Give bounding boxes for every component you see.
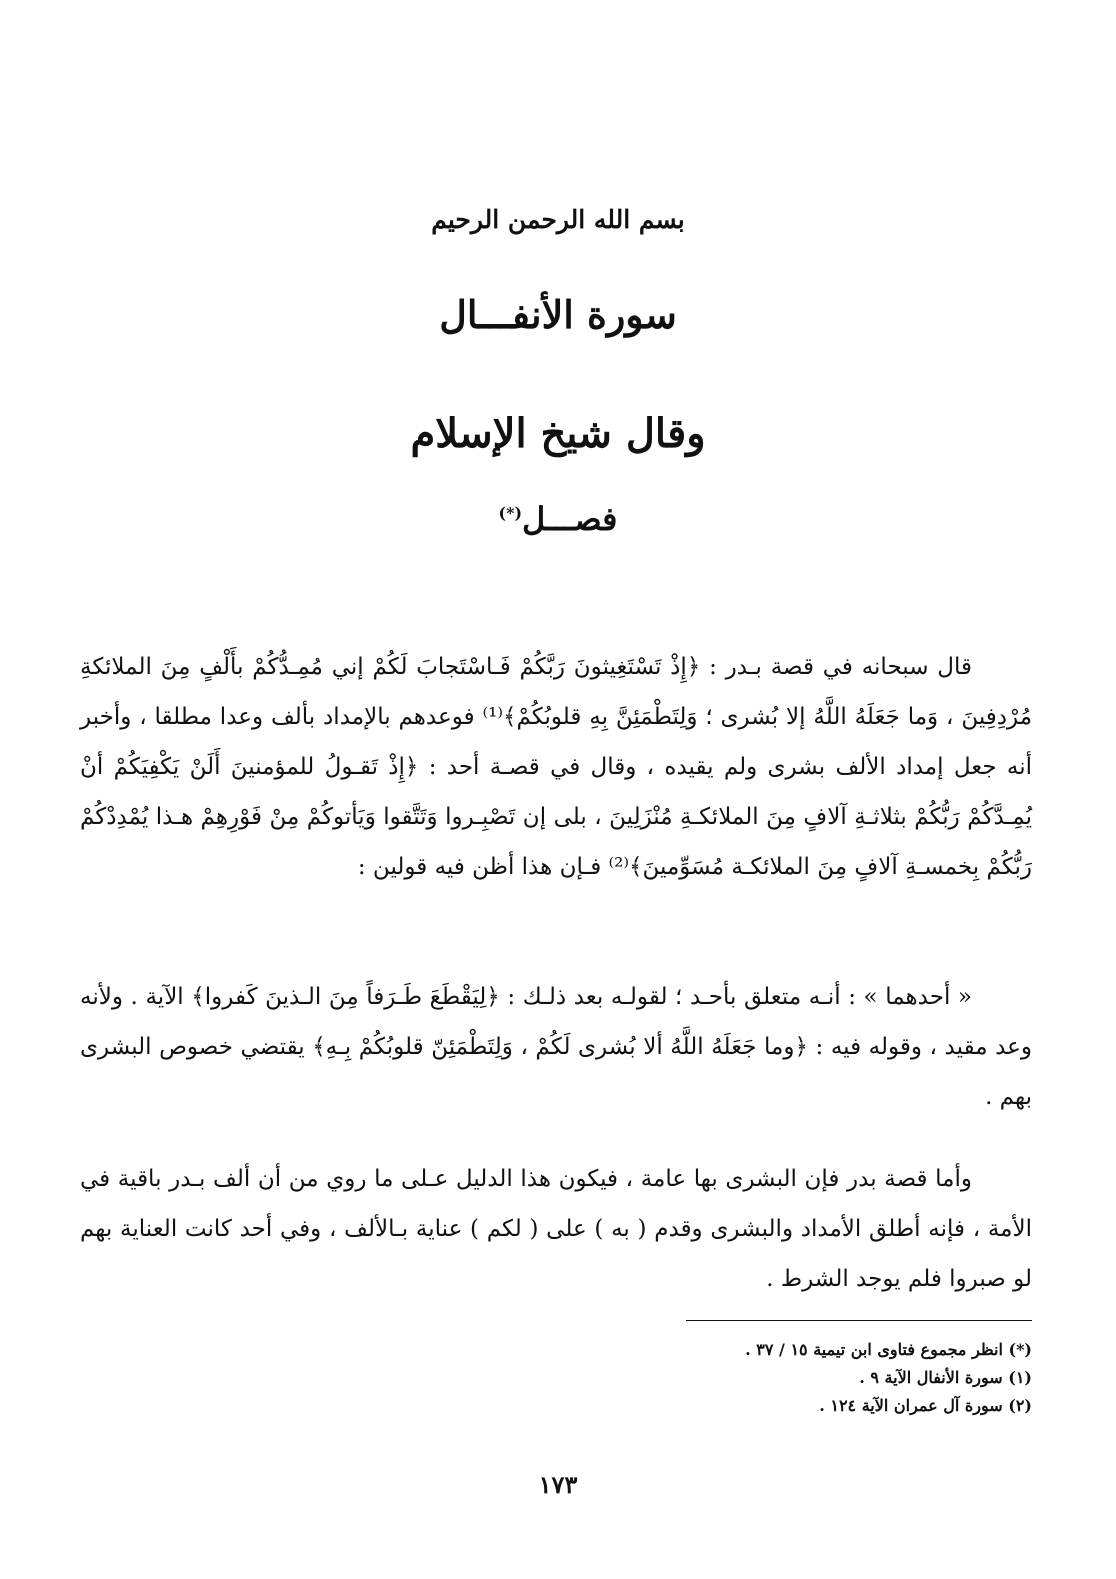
footnote-item: (*) انظر مجموع فتاوى ابن تيمية ١٥ / ٣٧ . xyxy=(745,1340,1032,1359)
section-heading-text: فصـــل xyxy=(522,500,618,538)
surah-title: سورة الأنفـــال xyxy=(439,292,677,337)
footnotes xyxy=(80,1336,1032,1420)
page-number: ١٧٣ xyxy=(538,1470,578,1499)
footnote-item: (٢) سورة آل عمران الآية ١٢٤ . xyxy=(819,1396,1032,1415)
footnote-divider xyxy=(686,1320,1032,1321)
paragraph-text: وأما قصة بدر فإن البشرى بها عامة ، فيكون هذا الدليل عـلى ما روي من أن ألف بـدر باقية في الأمة ، فإنه أطلق الأمداد والبشرى وقدم ( به ) على ( لكم ) عناية بـالألف ، وفي أحد كانت العناية بهم لو صبروا فلم يوجد الشرط . xyxy=(80,1166,1032,1292)
section-note-mark: (*) xyxy=(498,503,523,523)
paragraph-text: قال سبحانه في قصة بـدر : ﴿إِذْ تَسْتَغِيثونَ رَبَّكُمْ فَـاسْتَجابَ لَكُمْ إني مُمِـدُّكُمْ بأَلْفٍ مِنَ الملائكةِ مُرْدِفِينَ ، وَما جَعَلَهُ اللَّهُ إلا بُشرى ؛ وَلِتَطْمَئِنَّ بِهِ قلوبُكُمْ﴾⁽¹⁾ فوعدهم بالإمداد بألف وعدا مطلقا ، وأخبر أنه جعل إمداد الألف بشرى ولم يقيده ، وقال في قصـة أحد : ﴿إِذْ تَقـولُ للمؤمنينَ أَلَنْ يَكْفِيَكُمْ أنْ يُمِـدَّكُمْ رَبُّكُمْ بثلاثـةِ آلافٍ مِنَ الملائكـةِ مُنْزَلِينَ ، بلى إن تَصْبِـروا وَتَتَّقوا وَيَأتوكُمْ مِنْ فَوْرِهِمْ هـذا يُمْدِدْكُمْ رَبُّكُمْ بِخمسـةِ آلافٍ مِنَ الملائكـة مُسَوِّمينَ﴾⁽²⁾ فـإن هذا أظن فيه قولين : xyxy=(80,654,1033,880)
basmala: بسم الله الرحمن الرحيم xyxy=(431,205,685,234)
section-heading xyxy=(0,500,1116,538)
paragraph-3 xyxy=(80,1154,1032,1304)
paragraph-text: « أحدهما » : أنـه متعلق بأحـد ؛ لقولـه بعد ذلـك : ﴿لِيَقْطَعَ طَـرَفاً مِنَ الـذينَ كَفروا﴾ الآية . ولأنه وعد مقيد ، وقوله فيه : ﴿وما جَعَلَهُ اللَّهُ ألا بُشرى لَكُمْ ، وَلِتَطْمَئِنّ قلوبُكُمْ بِـهِ﴾ يقتضي خصوص البشرى بهم . xyxy=(80,984,1032,1110)
author-heading: وقال شيخ الإسلام xyxy=(410,410,706,457)
footnote-item: (١) سورة الأنفال الآية ٩ . xyxy=(859,1368,1032,1387)
paragraph-2 xyxy=(80,972,1032,1122)
paragraph-1 xyxy=(80,642,1032,892)
